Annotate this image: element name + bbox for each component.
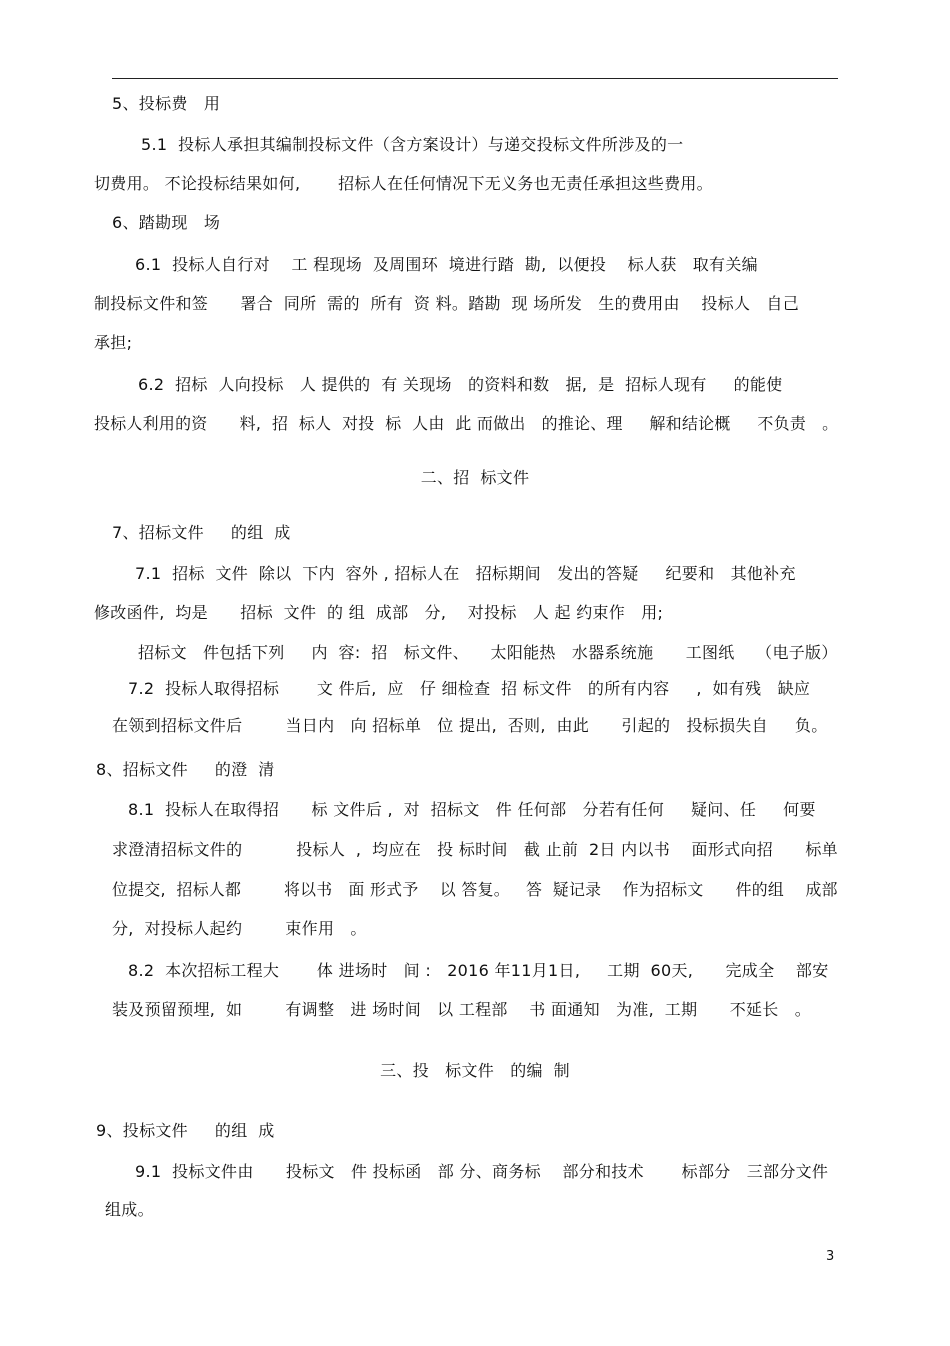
page-number: 3 [826, 1249, 835, 1264]
section-heading-5: 5、投标费 用 [112, 94, 221, 113]
chapter-heading-2: 二、招 标文件 [420, 468, 530, 487]
paragraph-line: 6.1 投标人自行对 工 程现场 及周围环 境进行踏 勘, 以便投 标人获 取有关编 [135, 255, 758, 274]
paragraph-line: 投标人利用的资 料, 招 标人 对投 标 人由 此 而做出 的推论、理 解和结论概 不负责 。 [94, 414, 839, 433]
paragraph-line: 8.2 本次招标工程大 体 进场时 间 : 2016 年11月1日, 工期 60天, 完成全 部安 [128, 961, 829, 980]
paragraph-line: 6.2 招标 人向投标 人 提供的 有 关现场 的资料和数 据, 是 招标人现有 的能使 [138, 375, 783, 394]
section-heading-9: 9、投标文件 的组 成 [96, 1121, 275, 1140]
section-heading-6: 6、踏勘现 场 [112, 213, 221, 232]
paragraph-line: 组成。 [105, 1200, 154, 1219]
paragraph-line: 在领到招标文件后 当日内 向 招标单 位 提出, 否则, 由此 引起的 投标损失自 负。 [112, 716, 828, 735]
paragraph-line: 求澄清招标文件的 投标人 , 均应在 投 标时间 截 止前 2日 内以书 面形式向招 标单 [112, 840, 838, 859]
paragraph-line: 切费用。 不论投标结果如何, 招标人在任何情况下无义务也无责任承担这些费用。 [94, 174, 713, 193]
paragraph-line: 承担; [94, 333, 133, 352]
header-rule [112, 78, 838, 79]
paragraph-line: 招标文 件包括下列 内 容: 招 标文件、 太阳能热 水器系统施 工图纸 （电子版） [138, 643, 838, 662]
paragraph-line: 分, 对投标人起约 束作用 。 [112, 919, 367, 938]
paragraph-line: 5.1 投标人承担其编制投标文件（含方案设计）与递交投标文件所涉及的一 [141, 135, 684, 154]
section-heading-8: 8、招标文件 的澄 清 [96, 760, 275, 779]
section-heading-7: 7、招标文件 的组 成 [112, 523, 291, 542]
paragraph-line: 位提交, 招标人都 将以书 面 形式予 以 答复。 答 疑记录 作为招标文 件的组 成部 [112, 880, 838, 899]
paragraph-line: 8.1 投标人在取得招 标 文件后 , 对 招标文 件 任何部 分若有任何 疑问、任 何要 [128, 800, 816, 819]
paragraph-line: 修改函件, 均是 招标 文件 的 组 成部 分, 对投标 人 起 约束作 用; [94, 603, 664, 622]
chapter-heading-3: 三、投 标文件 的编 制 [380, 1061, 570, 1080]
paragraph-line: 装及预留预埋, 如 有调整 进 场时间 以 工程部 书 面通知 为准, 工期 不延长 。 [112, 1000, 812, 1019]
paragraph-line: 9.1 投标文件由 投标文 件 投标函 部 分、商务标 部分和技术 标部分 三部分文件 [135, 1162, 829, 1181]
paragraph-line: 7.1 招标 文件 除以 下内 容外 , 招标人在 招标期间 发出的答疑 纪要和 其他补充 [135, 564, 796, 583]
paragraph-line: 制投标文件和签 署合 同所 需的 所有 资 料。踏勘 现 场所发 生的费用由 投标人 自己 [94, 294, 800, 313]
paragraph-line: 7.2 投标人取得招标 文 件后, 应 仔 细检查 招 标文件 的所有内容 , 如有残 缺应 [128, 679, 811, 698]
